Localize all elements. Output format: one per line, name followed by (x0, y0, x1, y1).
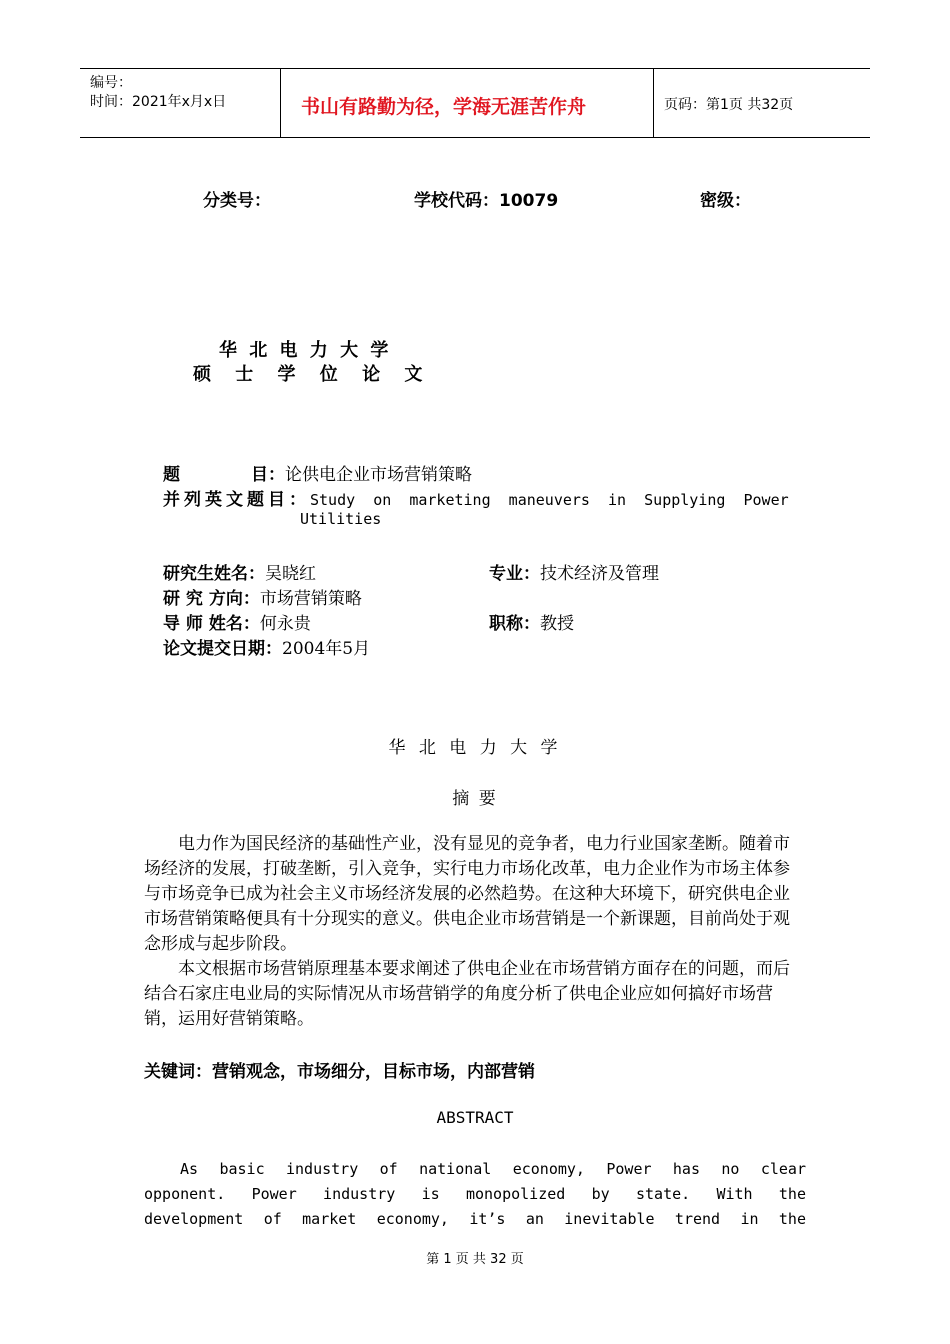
date-label: 论文提交日期： (163, 639, 282, 659)
advisor-value: 何永贵 (259, 614, 311, 634)
abstract-en-line-1: As basic industry of national economy, Power has no clear (180, 1160, 806, 1178)
abstract-paragraph-2: 本文根据市场营销原理基本要求阐述了供电企业在市场营销方面存在的问题，而后结合石家庄电业局的实际情况从市场营销学的角度分析了供电企业应如何搞好市场营销，运用好营销策略。 (144, 959, 790, 1029)
advisor-label: 导 师 姓名： (163, 614, 260, 634)
direction-row (163, 584, 362, 609)
student-label: 研究生姓名： (163, 564, 265, 584)
en-title-row (163, 485, 789, 510)
thesis-type: 硕 士 学 位 论 文 (193, 364, 432, 385)
student-row (163, 559, 316, 584)
rank-row (489, 609, 574, 634)
header-page-cell (654, 69, 870, 137)
abstract-en-heading: ABSTRACT (436, 1108, 514, 1127)
page-footer: 第 1 页 共 32 页 (426, 1252, 524, 1267)
major-value: 技术经济及管理 (540, 564, 659, 584)
page-label: 页码：第1页 共32页 (664, 97, 794, 113)
date-row (163, 634, 370, 659)
motto-text: 书山有路勤为径，学海无涯苦作舟 (301, 96, 587, 118)
abstract-en-line-3: development of market economy, it’s an inevitable trend in the (144, 1210, 806, 1228)
abstract-body (144, 832, 806, 1032)
en-title-label: 并列英文题目： (163, 490, 310, 510)
secret-label: 密级： (700, 191, 751, 211)
abstract-en-body (144, 1157, 806, 1232)
major-row (489, 559, 659, 584)
date-value: 2004年5月 (282, 639, 371, 659)
time-label: 时间：2021年x月x日 (90, 94, 227, 110)
rank-label: 职称： (489, 614, 540, 634)
cover-university: 华 北 电 力 大 学 (219, 340, 392, 361)
title-label: 题 目： (163, 465, 286, 485)
en-title-line2: Utilities (300, 510, 382, 528)
class-label: 分类号： (203, 191, 271, 211)
header-table (80, 68, 870, 138)
direction-label: 研 究 方向： (163, 589, 260, 609)
header-motto-cell (281, 69, 654, 137)
en-title-line1: Study on marketing maneuvers in Supplying Power (310, 491, 789, 509)
title-row (163, 460, 472, 485)
keywords: 关键词：营销观念，市场细分，目标市场，内部营销 (144, 1062, 535, 1082)
school-code: 学校代码：10079 (414, 191, 559, 211)
abstract-university: 华 北 电 力 大 学 (388, 738, 562, 758)
rank-value: 教授 (540, 614, 574, 634)
header-meta-cell (80, 69, 281, 137)
number-label: 编号： (90, 75, 132, 91)
abstract-heading: 摘 要 (452, 789, 498, 809)
abstract-paragraph-1: 电力作为国民经济的基础性产业，没有显见的竞争者，电力行业国家垄断。随着市场经济的发展，打破垄断，引入竞争，实行电力市场化改革，电力企业作为市场主体参与市场竞争已成为社会主义市场经济发展的必然趋势。在这种大环境下，研究供电企业市场营销策略便具有十分现实的意义。供电企业市场营销是一个新课题，目前尚处于观念形成与起步阶段。 (144, 834, 790, 954)
student-value: 吴晓红 (265, 564, 316, 584)
advisor-row (163, 609, 311, 634)
title-value: 论供电企业市场营销策略 (285, 465, 473, 485)
abstract-en-line-2: opponent. Power industry is monopolized by state. With the (144, 1185, 806, 1203)
major-label: 专业： (489, 564, 540, 584)
direction-value: 市场营销策略 (259, 589, 362, 609)
